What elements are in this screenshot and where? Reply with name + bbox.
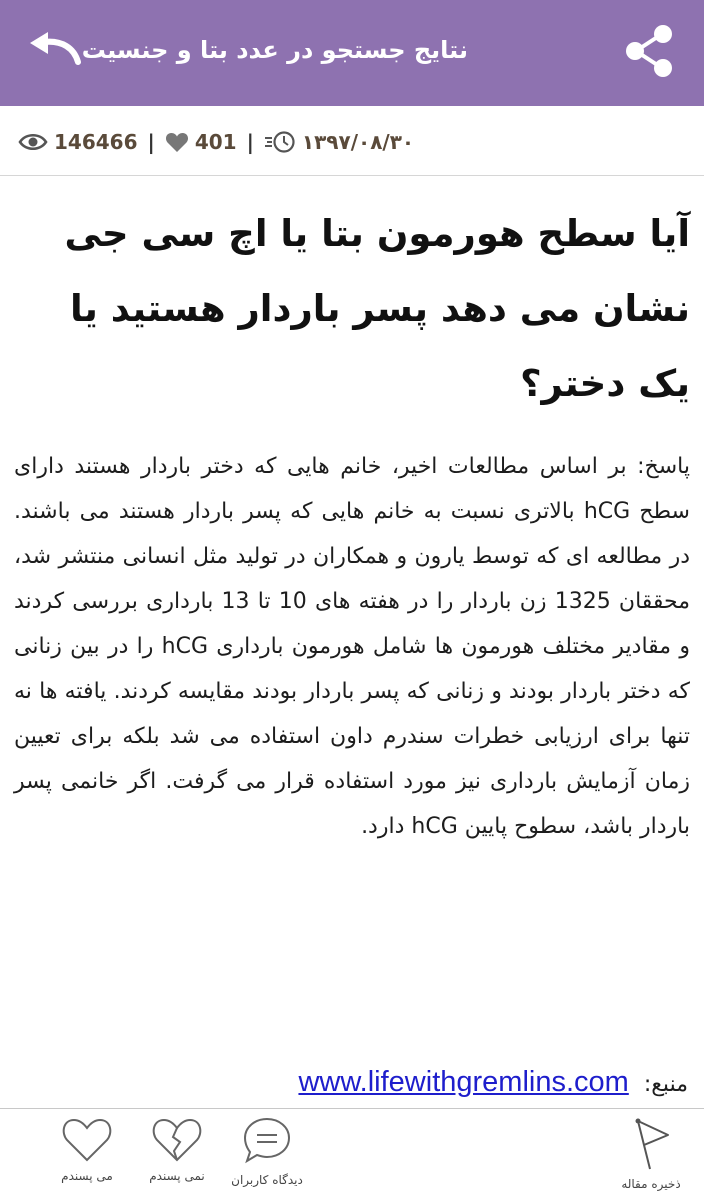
meta-separator: |	[246, 130, 254, 154]
app-header	[0, 0, 704, 106]
broken-heart-icon	[151, 1115, 203, 1163]
bottom-action-bar	[0, 1108, 704, 1200]
meta-separator: |	[147, 130, 155, 154]
article-meta-bar	[0, 106, 704, 176]
flag-icon	[626, 1115, 676, 1171]
meta-row	[18, 126, 414, 158]
source-label: منبع:	[643, 1072, 688, 1097]
dislike-button[interactable]	[132, 1115, 222, 1199]
view-count: 146466	[54, 130, 138, 154]
heart-icon	[165, 131, 189, 153]
share-button[interactable]	[622, 22, 678, 80]
eye-icon	[18, 131, 48, 153]
comments-button[interactable]	[222, 1115, 312, 1199]
dislike-label: نمی پسندم	[149, 1169, 205, 1183]
article-title: آیا سطح هورمون بتا یا اچ سی جی نشان می دهد پسر باردار هستید یا یک دختر؟	[64, 212, 690, 405]
like-count: 401	[194, 130, 237, 154]
article-body: پاسخ: بر اساس مطالعات اخیر، خانم هایی که دختر باردار هستند دارای سطح hCG بالاتری نسبت به خانم هایی که پسر باردار هستند می باشند. در مطالعه ای که توسط یارون و همکاران در تولید مثل انسانی منتشر شد، محققان 1325 زن باردار را در هفته های 10 تا 13 بارداری بررسی کردند و مقادیر مختلف هورمون ها شامل هورمون بارداری hCG را در بین زنانی که دختر باردار بودند و زنانی که پسر باردار بودند مقایسه کردند. یافته ها نه تنها برای ارزیابی خطرات سندرم داون استفاده می شد بلکه برای تعیین زمان آزمایش بارداری نیز مورد استفاده قرار می گرفت. اگر خانمی پسر باردار باشد، سطوح پایین hCG دارد.	[14, 454, 691, 839]
save-article-button[interactable]	[606, 1115, 696, 1199]
like-label: می پسندم	[61, 1169, 113, 1183]
publish-date: ۱۳۹۷/۰۸/۳۰	[301, 130, 415, 154]
comment-icon	[241, 1115, 293, 1167]
comments-label: دیدگاه کاربران	[231, 1173, 303, 1187]
heart-outline-icon	[61, 1115, 113, 1163]
like-button[interactable]	[42, 1115, 132, 1199]
back-button[interactable]	[26, 30, 84, 72]
source-line	[298, 1060, 688, 1104]
back-arrow-icon	[26, 30, 84, 72]
share-icon	[622, 22, 678, 80]
source-link[interactable]: www.lifewithgremlins.com	[298, 1066, 629, 1098]
page-title: نتایج جستجو در عدد بتا و جنسیت	[81, 36, 468, 64]
save-label: ذخیره مقاله	[621, 1177, 681, 1191]
clock-icon	[264, 130, 296, 154]
